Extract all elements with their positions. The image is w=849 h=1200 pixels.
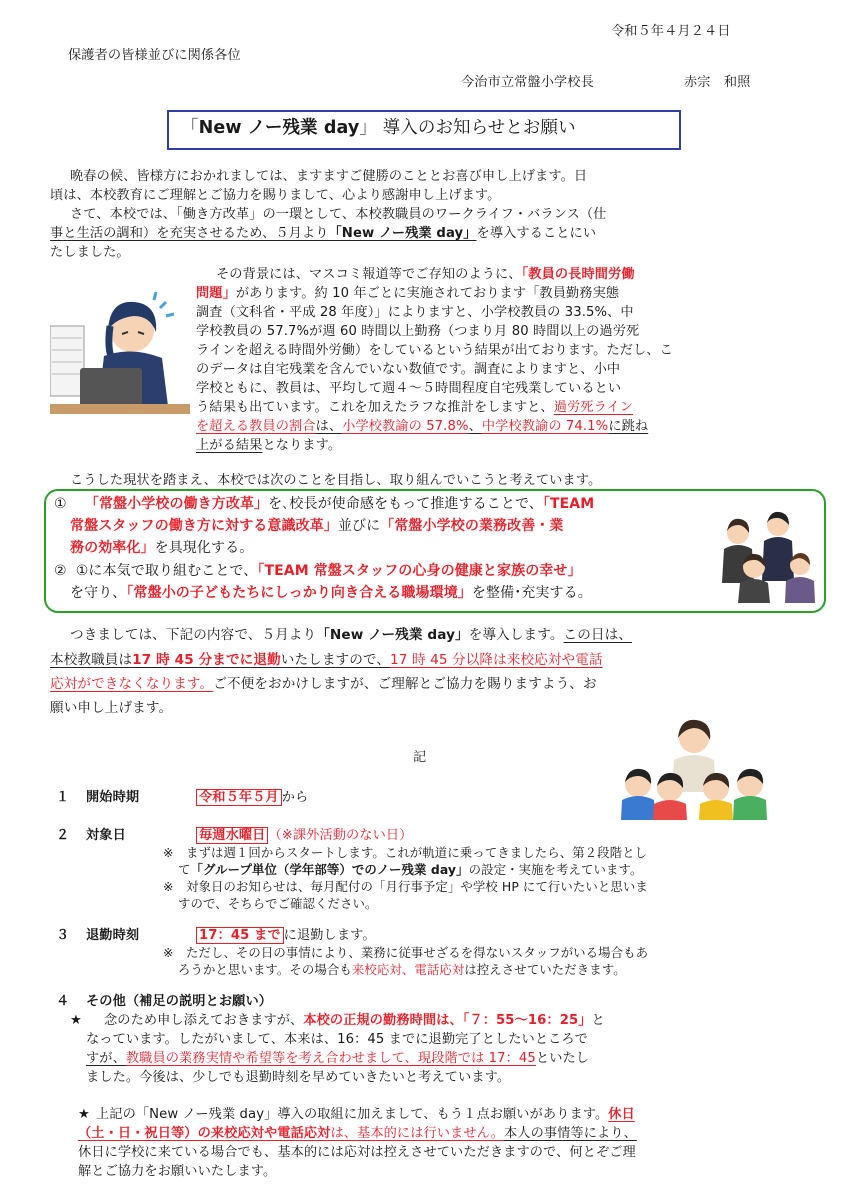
item-2-number: ２ xyxy=(56,828,70,843)
goal-emph: 務の効率化」 xyxy=(70,540,155,556)
goal-text: を整備･充実する。 xyxy=(471,585,592,601)
goal-text: を守り、 xyxy=(70,585,127,601)
supplement-text: と xyxy=(591,1013,605,1028)
announce-text: つきましては、下記の内容で、５月より xyxy=(70,627,317,643)
announce-text: 本校教職員は xyxy=(50,652,133,668)
supplement-text: すが、 xyxy=(86,1051,126,1066)
item-2-note: ※ 対象日のお知らせは、毎月配付の「月行事予定」や学校 HP にて行いたいと思いま xyxy=(163,879,648,894)
item-4-label: その他（補足の説明とお願い） xyxy=(86,994,273,1009)
goal-text: ①に本気で取り組むことで、 xyxy=(75,563,258,579)
background-line xyxy=(216,265,635,284)
goal-emph: 「TEAM xyxy=(542,496,595,512)
intro-emph: 「New ノー残業 day」 xyxy=(328,226,477,241)
intro-line: 頃は、本校教育にご理解とご協力を賜りまして、心より感謝申し上げます。 xyxy=(50,188,501,203)
supplement-line xyxy=(86,1049,589,1068)
supplement-emph: 教職員の業務実情や希望等を考え合わせまして、現段階では 17：45 xyxy=(125,1051,536,1066)
request-line: 解とご協力をお願いいたします。 xyxy=(78,1164,277,1179)
announce-emph: 応対ができなくなります。 xyxy=(50,676,214,692)
background-line: ラインを超える時間外労働）をしているという結果が出ております。ただし、こ xyxy=(196,343,673,358)
note-text: は控えさせていただきます。 xyxy=(464,962,626,977)
item-1-suffix: から xyxy=(281,790,309,805)
goal-1-line xyxy=(70,539,253,558)
item-1-value: 令和５年５月 xyxy=(196,789,282,806)
request-text: 本人の事情等により、 xyxy=(504,1126,637,1141)
background-line: 学校ともに、教員は、平均して週４～５時間程度自宅残業しているとい xyxy=(196,381,622,396)
background-line xyxy=(196,398,633,417)
background-line xyxy=(196,436,341,455)
item-4-number: ４ xyxy=(56,994,70,1009)
announce-emph: 17 時 45 分以降は来校応対や電話 xyxy=(390,652,603,668)
title-quote-close: 」 xyxy=(359,118,377,138)
item-2-suffix: （※課外活動のない日） xyxy=(268,828,413,843)
supplement-line: なっています。したがいまして、本来は、16：45 までに退勤完了としたいところで xyxy=(86,1032,588,1047)
goal-2-number: ② xyxy=(54,563,67,579)
goal-text: 並びに xyxy=(337,518,381,534)
background-text: に跳ね xyxy=(608,419,649,434)
background-text: う結果も出ています。これを加えたラフな推計をしますと、 xyxy=(196,400,554,415)
request-text: 上記の「New ノー残業 day」導入の取組に加えまして、もう１点お願いがあります。 xyxy=(96,1107,609,1122)
item-2-value-line xyxy=(196,826,412,845)
title-rest: 導入のお知らせとお願い xyxy=(382,118,576,138)
background-line: 学校教員の 57.7%が週 60 時間以上勤務（つまり月 80 時間以上の過労死 xyxy=(196,324,640,339)
announce-line xyxy=(70,626,632,645)
goals-lead: こうした現状を踏まえ、本校では次のことを目指し、取り組んでいこうと考えています。 xyxy=(70,473,602,488)
item-3-label: 退勤時刻 xyxy=(86,928,140,943)
goal-1-line xyxy=(54,495,594,514)
intro-line: たしました。 xyxy=(50,245,130,260)
announce-line xyxy=(50,651,603,670)
announce-text: ご不便をおかけしますが、ご理解とご協力を賜りますよう、お xyxy=(213,676,597,692)
teacher-children-illustration xyxy=(620,712,768,820)
background-line xyxy=(196,284,619,303)
intro-text: 事と生活の調和）を充実させるため、５月より xyxy=(50,226,329,241)
goal-emph: 常盤スタッフの働き方に対する意識改革」 xyxy=(70,518,338,534)
background-text: は、 xyxy=(315,419,343,434)
staff-group-illustration xyxy=(716,503,816,603)
goal-2-line xyxy=(54,562,582,581)
goal-2-line xyxy=(70,584,592,603)
announce-emph: 17 時 45 分までに退勤 xyxy=(132,652,281,668)
item-3-note xyxy=(178,961,626,978)
background-line: のデータは自宅残業を含んでいない数値です。調査によりますと、小中 xyxy=(196,362,621,377)
background-text: 、 xyxy=(468,419,482,434)
item-3-value: 17：45 まで xyxy=(196,927,284,944)
item-3-number: ３ xyxy=(56,928,70,943)
goal-text: を具現化する。 xyxy=(154,540,254,556)
note-text: ろうかと思います。その場合も xyxy=(178,962,352,977)
announce-emph: 「New ノー残業 day」 xyxy=(316,627,469,643)
announce-text: いたしますので、 xyxy=(280,652,391,668)
item-3-note: ※ ただし、その日の事情により、業務に従事せざるを得ないスタッフがいる場合もあ xyxy=(163,945,649,960)
supplement-text: といたし xyxy=(535,1051,590,1066)
item-1-number: １ xyxy=(56,790,70,805)
item-2-label: 対象日 xyxy=(86,828,126,843)
background-text: 上がる結果 xyxy=(196,438,263,453)
item-2-note: ※ まずは週１回からスタートします。これが軌道に乗ってきましたら、第２段階とし xyxy=(163,845,648,860)
intro-text: を導入することにい xyxy=(476,226,597,241)
request-emph: （土・日・祝日等）の来校応対や電話応対 xyxy=(78,1126,331,1141)
request-line: 休日に学校に来ている場合でも、基本的には応対は控えさせていただきますので、何とぞご理 xyxy=(78,1145,636,1160)
supplement-emph: 本校の正規の勤務時間は、「７：55～16：25」 xyxy=(303,1013,592,1028)
background-emph: 小学校教諭の 57.8% xyxy=(342,419,469,434)
item-3-suffix: に退勤します。 xyxy=(283,928,376,943)
title-quote-open: 「 xyxy=(181,118,199,138)
recipient: 保護者の皆様並びに関係各位 xyxy=(68,48,241,63)
item-1-label: 開始時期 xyxy=(86,790,140,805)
background-emph: を超える教員の割合 xyxy=(196,419,316,434)
tired-teacher-illustration xyxy=(50,286,190,426)
announce-line xyxy=(50,675,597,694)
intro-line xyxy=(50,224,596,243)
item-2-note: すので、そちらでご確認ください。 xyxy=(178,896,378,911)
request-emph: は、基本的には行いません。 xyxy=(330,1126,504,1141)
background-text: となります。 xyxy=(262,438,342,453)
page-title xyxy=(181,117,576,139)
goal-emph: 「TEAM 常盤スタッフの心身の健康と家族の幸せ」 xyxy=(257,563,582,579)
background-emph: 「教員の長時間労働 xyxy=(521,267,635,282)
title-emph: New ノー残業 day xyxy=(198,118,360,138)
background-emph: 中学校教諭の 74.1% xyxy=(481,419,609,434)
intro-line: 晩春の候、皆様方におかれましては、ますますご健勝のこととお喜び申し上げます。日 xyxy=(70,169,588,184)
goal-emph: 「常盤小学校の業務改善・業 xyxy=(380,518,564,534)
background-text: その背景には、マスコミ報道等でご存知のように、 xyxy=(216,267,522,282)
ki-heading: 記 xyxy=(413,750,427,765)
star-icon: ★ xyxy=(70,1013,82,1028)
item-3-value-line xyxy=(196,926,376,945)
intro-line: さて、本校では、「働き方改革」の一環として、本校教職員のワークライフ・バランス（仕 xyxy=(70,207,607,222)
note-emph: 「グループ単位（学年部等）でのノー残業 day」 xyxy=(190,862,469,877)
announce-text: を導入します。 xyxy=(468,627,564,643)
document-date: 令和５年４月２４日 xyxy=(611,24,731,39)
note-emph: 来校応対、電話応対 xyxy=(351,962,465,977)
goal-1-line xyxy=(70,517,564,536)
supplement-text: 念のため申し添えておきますが、 xyxy=(104,1013,304,1028)
background-emph: 問題」 xyxy=(196,286,236,301)
supplement-line: ました。今後は、少しでも退勤時刻を早めていきたいと考えています。 xyxy=(86,1070,511,1085)
item-1-value-line xyxy=(196,788,308,807)
announce-text: この日は、 xyxy=(563,627,632,643)
announce-line: 願い申し上げます。 xyxy=(50,700,173,716)
goal-emph: 「常盤小の子どもたちにしっかり向き合える職場環境」 xyxy=(126,585,472,601)
goal-text: を､校長が使命感をもって推進することで、 xyxy=(268,496,543,512)
goal-emph: 「常盤小学校の働き方改革」 xyxy=(84,496,269,512)
goal-1-number: ① xyxy=(54,496,67,512)
supplement-line xyxy=(104,1011,605,1030)
sender-title: 今治市立常盤小学校長 xyxy=(461,75,594,90)
item-2-value: 毎週水曜日 xyxy=(196,827,268,844)
background-line xyxy=(196,417,648,436)
request-line xyxy=(96,1105,635,1124)
note-text: の設定・実施を考えています。 xyxy=(468,862,643,877)
sender-name: 赤宗 和照 xyxy=(684,75,751,90)
note-text: て xyxy=(178,862,191,877)
star-icon: ★ xyxy=(78,1107,90,1122)
background-line: 調査（文科省・平成 28 年度）」によりますと、小学校教員の 33.5%、中 xyxy=(196,305,634,320)
item-2-note xyxy=(178,861,642,878)
background-emph: 過労死ライン xyxy=(553,400,634,415)
request-line xyxy=(78,1124,637,1143)
request-emph: 休日 xyxy=(608,1107,635,1122)
background-text: があります。約 10 年ごとに実施されております「教員勤務実態 xyxy=(235,286,620,301)
